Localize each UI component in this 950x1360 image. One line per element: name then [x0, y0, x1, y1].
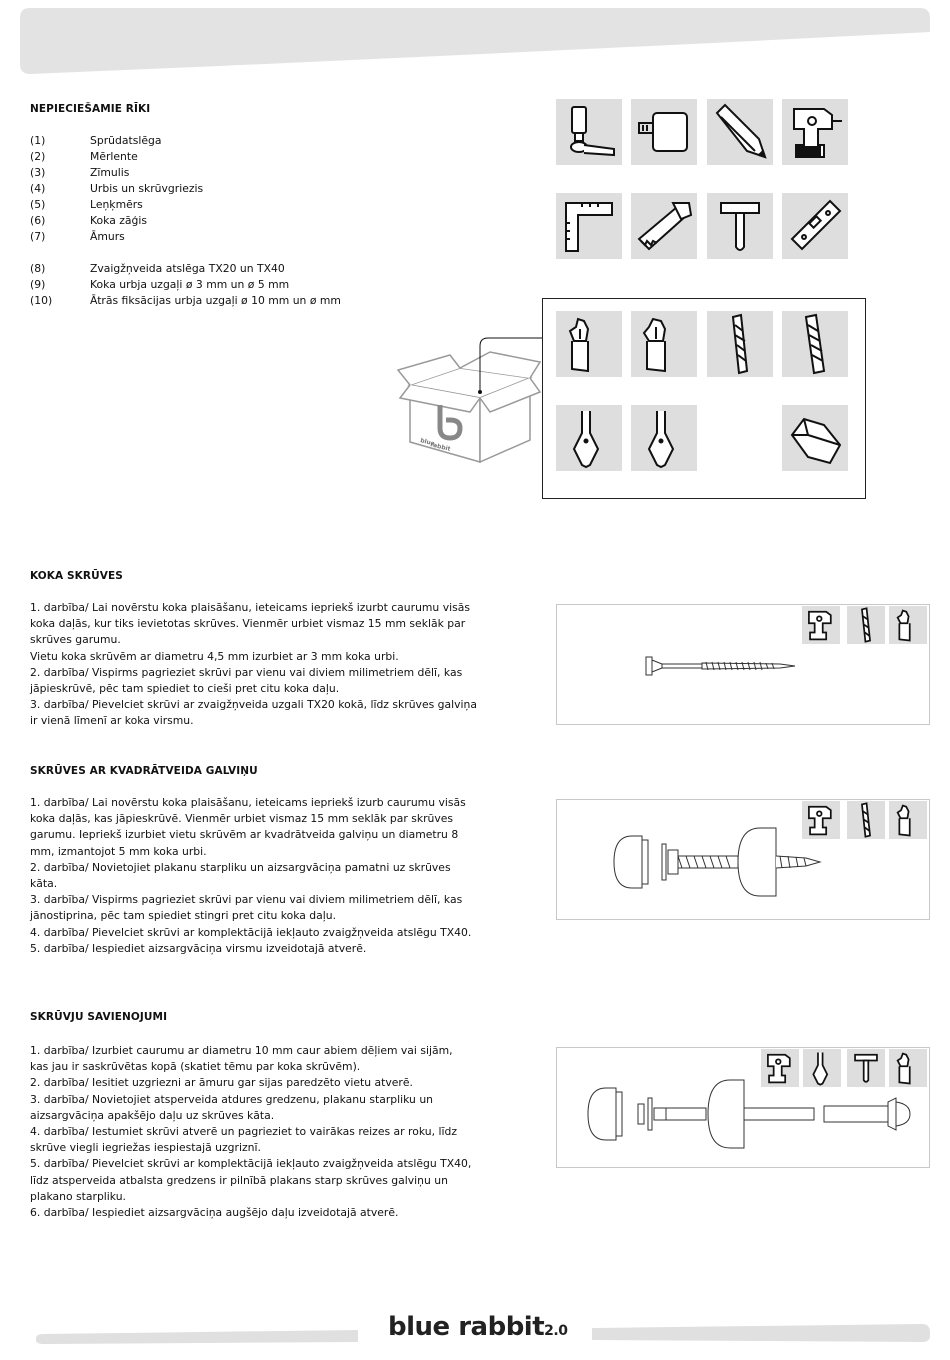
spade-bit-10mm-icon: [556, 405, 622, 471]
tool-item: (7) Āmurs: [30, 230, 125, 243]
wood-drill-bit-icon: [847, 801, 885, 839]
bolt-joint-illustration: [584, 1078, 918, 1150]
tool-item: (4) Urbis un skrūvgriezis: [30, 182, 204, 195]
section-text: 1. darbība/ Lai novērstu koka plaisāšanu, ieteicams iepriekš izurb caurumu visās koka daļās, kas jāpieskrūvē. Vienmēr urbiet vismaz 15 mm seklāk par skrūves garumu. Iepriekš izurbiet vietu skrūvēm ar kvadrātveida galviņu un diametru 8 mm, izmantojot 5 mm koka urbi. 2. darbība/ Novietojiet plakanu starpliku un aizsargvāciņa pamatni uz skrūves kāta. 3. darbība/ Vispirms pagrieziet skrūvi par vienu vai diviem milimetriem dēlī, kas jānostiprina, pēc tam spiediet stingri pret citu koka daļu. 4. darbība/ Pievelciet skrūvi ar komplektācijā iekļauto zvaigžņveida atslēgu TX40. 5. darbība/ Iespiediet aizsargvāciņa virsmu izveidotajā atverē.: [30, 796, 472, 955]
section-text: 1. darbība/ Izurbiet caurumu ar diametru 10 mm caur abiem dēļiem vai sijām, kas jau ir saskrūvētas kopā (skatiet tēmu par koka skrūvēm). 2. darbība/ Iesitiet uzgriezni ar āmuru gar sijas paredzēto vietu atverē. 3. darbība/ Novietojiet atsperveida atdures gredzenu, plakanu starpliku un aizsargvāciņa apakšējo daļu uz skrūves kāta. 4. darbība/ Iestumiet skrūvi atverē un pagrieziet to vairākas reizes ar roku, līdz skrūve viegli iegriežas iespiestajā uzgriznī. 5. darbība/ Pievelciet skrūvi ar komplektācijā iekļauto zvaigžņveida atslēgu TX40, līdz atsperveida atbalsta gredzens ir pilnībā plakans starp skrūves galviņu un plakano starpliku. 6. darbība/ Iespiediet aizsargvāciņa augšējo daļu izveidotajā atverē.: [30, 1044, 472, 1220]
tool-item: (6) Koka zāģis: [30, 214, 148, 227]
tool-item: (3) Zīmulis: [30, 166, 130, 179]
footer-version: 2.0: [544, 1323, 568, 1339]
tool-item: (8) Zvaigžņveida atslēga TX20 un TX40: [30, 262, 285, 275]
section-heading: KOKA SKRŪVES: [30, 570, 123, 582]
footer-logo: [388, 1312, 567, 1342]
wood-drill-bit-3mm-icon: [707, 311, 773, 377]
section-heading: SKRŪVES AR KVADRĀTVEIDA GALVIŅU: [30, 765, 258, 777]
torx-bit-tx40-icon: [631, 311, 697, 377]
drill-icon: [782, 99, 848, 165]
level-icon: [782, 193, 848, 259]
pencil-icon: [707, 99, 773, 165]
ratchet-wrench-icon: [556, 99, 622, 165]
hex-nut-icon: [782, 405, 848, 471]
wood-drill-bit-5mm-icon: [782, 311, 848, 377]
connector-line: [476, 336, 546, 396]
square-ruler-icon: [556, 193, 622, 259]
section-heading: SKRŪVJU SAVIENOJUMI: [30, 1011, 168, 1023]
torx-bit-icon: [889, 801, 927, 839]
footer-band-right: [592, 1324, 930, 1344]
tool-item: (2) Mērlente: [30, 150, 138, 163]
footer-band-left: [36, 1328, 360, 1344]
section-text: 1. darbība/ Lai novērstu koka plaisāšanu, ieteicams iepriekš izurbt caurumu visās koka daļās, kur tiks ievietotas skrūves. Vienmēr urbiet vismaz 15 mm seklāk par skrūves garumu. Vietu koka skrūvēm ar diametru 4,5 mm izurbiet ar 3 mm koka urbi. 2. darbība/ Vispirms pagrieziet skrūvi par vienu vai diviem milimetriem dēlī, kas jāpieskrūvē, pēc tam spiediet to cieši pret citu koka daļu. 3. darbība/ Pievelciet skrūvi ar zvaigžņveida uzgali TX20 kokā, līdz skrūves galviņa ir vienā līmenī ar koka virsmu.: [30, 601, 477, 728]
hammer-icon: [707, 193, 773, 259]
wood-drill-bit-icon: [847, 606, 885, 644]
torx-bit-icon: [889, 606, 927, 644]
header-band: [20, 8, 930, 74]
drill-icon: [802, 606, 840, 644]
box-logo-text: rabbit: [429, 441, 452, 453]
box-logo-text-blue: blue: [419, 437, 436, 448]
tool-item: (9) Koka urbja uzgaļi ø 3 mm un ø 5 mm: [30, 278, 290, 291]
tool-item: (1) Sprūdatslēga: [30, 134, 162, 147]
spade-bit-icon: [631, 405, 697, 471]
saw-icon: [631, 193, 697, 259]
tool-item: (10) Ātrās fiksācijas urbja uzgaļi ø 10 mm un ø mm: [30, 294, 341, 307]
wood-screw-illustration: [640, 652, 800, 682]
tape-measure-icon: [631, 99, 697, 165]
tool-item: (5) Leņķmērs: [30, 198, 143, 211]
footer-brand: blue rabbit: [388, 1312, 545, 1342]
torx-bit-tx20-icon: [556, 311, 622, 377]
tools-heading: NEPIECIEŠAMIE RĪKI: [30, 103, 151, 115]
square-head-screw-illustration: [610, 822, 830, 902]
